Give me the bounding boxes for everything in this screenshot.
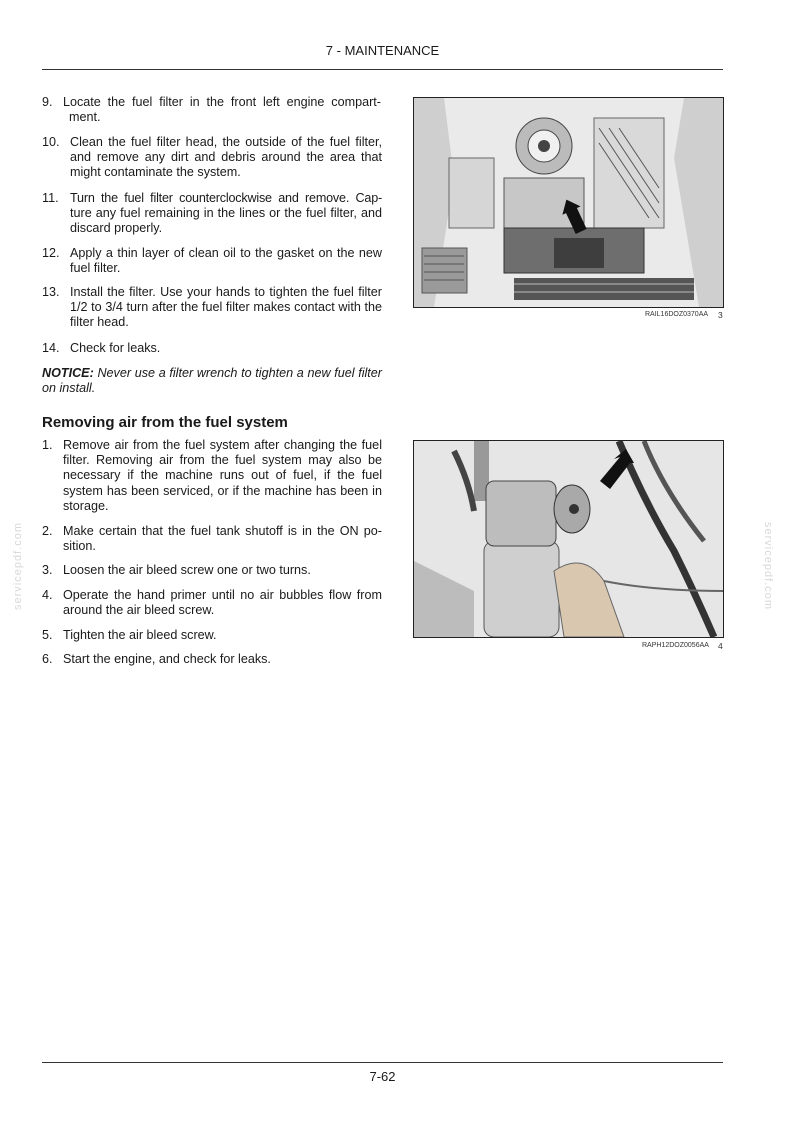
footer-rule <box>42 1062 723 1063</box>
step-number: 10. <box>42 135 60 149</box>
step-text-line: ment. <box>69 110 101 125</box>
figure-index: 4 <box>718 641 723 651</box>
step-text: Check for leaks. <box>70 341 161 355</box>
figure-caption-code: RAPH12DOZ0056AA <box>642 642 709 649</box>
step-number: 12. <box>42 246 60 260</box>
step-text-line: Locate the fuel filter in the front left engine compart- <box>63 95 381 109</box>
watermark-right: servicepdf.com <box>761 522 774 610</box>
notice-label: NOTICE: <box>42 366 94 380</box>
step-text-line: Turn the fuel filter counterclockwise and remove. Cap- <box>70 191 382 205</box>
step-number: 1. <box>42 438 53 452</box>
step-text: Clean the fuel filter head, the outside of the fuel filter, and remove any dirt and debris around the area that might contaminate the system. <box>70 135 382 180</box>
step-number: 9. <box>42 95 53 109</box>
page-number: 7-62 <box>369 1069 396 1084</box>
section-heading: Removing air from the fuel system <box>42 414 288 431</box>
figure-caption-code: RAIL16DOZ0370AA <box>645 311 709 318</box>
step-text-line: sition. <box>63 539 96 554</box>
step-text: Loosen the air bleed screw one or two turns. <box>63 563 311 577</box>
step-text <box>63 95 381 125</box>
step-text: Start the engine, and check for leaks. <box>63 652 271 666</box>
watermark-left: servicepdf.com <box>11 522 24 610</box>
step-text-line: ture any fuel remaining in the lines or the fuel filter, and discard properly. <box>70 206 382 236</box>
figure-engine-compartment-photo <box>413 97 724 308</box>
step-text <box>63 524 382 554</box>
step-text: Operate the hand primer until no air bubbles flow from around the air bleed screw. <box>63 588 382 618</box>
step-number: 6. <box>42 652 53 666</box>
step-text: Apply a thin layer of clean oil to the gasket on the new fuel filter. <box>70 246 382 276</box>
step-number: 4. <box>42 588 53 602</box>
step-text: Install the filter. Use your hands to tighten the fuel filter 1/2 to 3/4 turn after the fuel filter makes contact with the filter head. <box>70 285 382 330</box>
header-rule <box>42 69 723 70</box>
step-text <box>70 191 382 237</box>
list-item <box>42 95 382 126</box>
step-text-line: Make certain that the fuel tank shutoff is in the ON po- <box>63 524 382 538</box>
hand-primer-illustration <box>414 441 723 637</box>
step-number: 3. <box>42 563 53 577</box>
step-number: 5. <box>42 628 53 642</box>
step-number: 11. <box>42 191 59 205</box>
figure-index: 3 <box>718 310 723 320</box>
step-number: 2. <box>42 524 53 538</box>
step-number: 13. <box>42 285 60 299</box>
step-text: Remove air from the fuel system after changing the fuel filter. Removing air from the fuel system may also be necessary if the machine runs out of fuel, if the fuel system has been serviced, or if the machine has been in storage. <box>63 438 382 513</box>
step-number: 14. <box>42 341 60 355</box>
page-header-title: 7 - MAINTENANCE <box>325 43 440 58</box>
engine-compartment-illustration <box>414 98 723 307</box>
figure-hand-primer-photo <box>413 440 724 638</box>
step-text: Tighten the air bleed screw. <box>63 628 217 642</box>
notice-text: Never use a filter wrench to tighten a new fuel filter on install. <box>42 366 382 396</box>
notice-paragraph <box>42 366 382 396</box>
